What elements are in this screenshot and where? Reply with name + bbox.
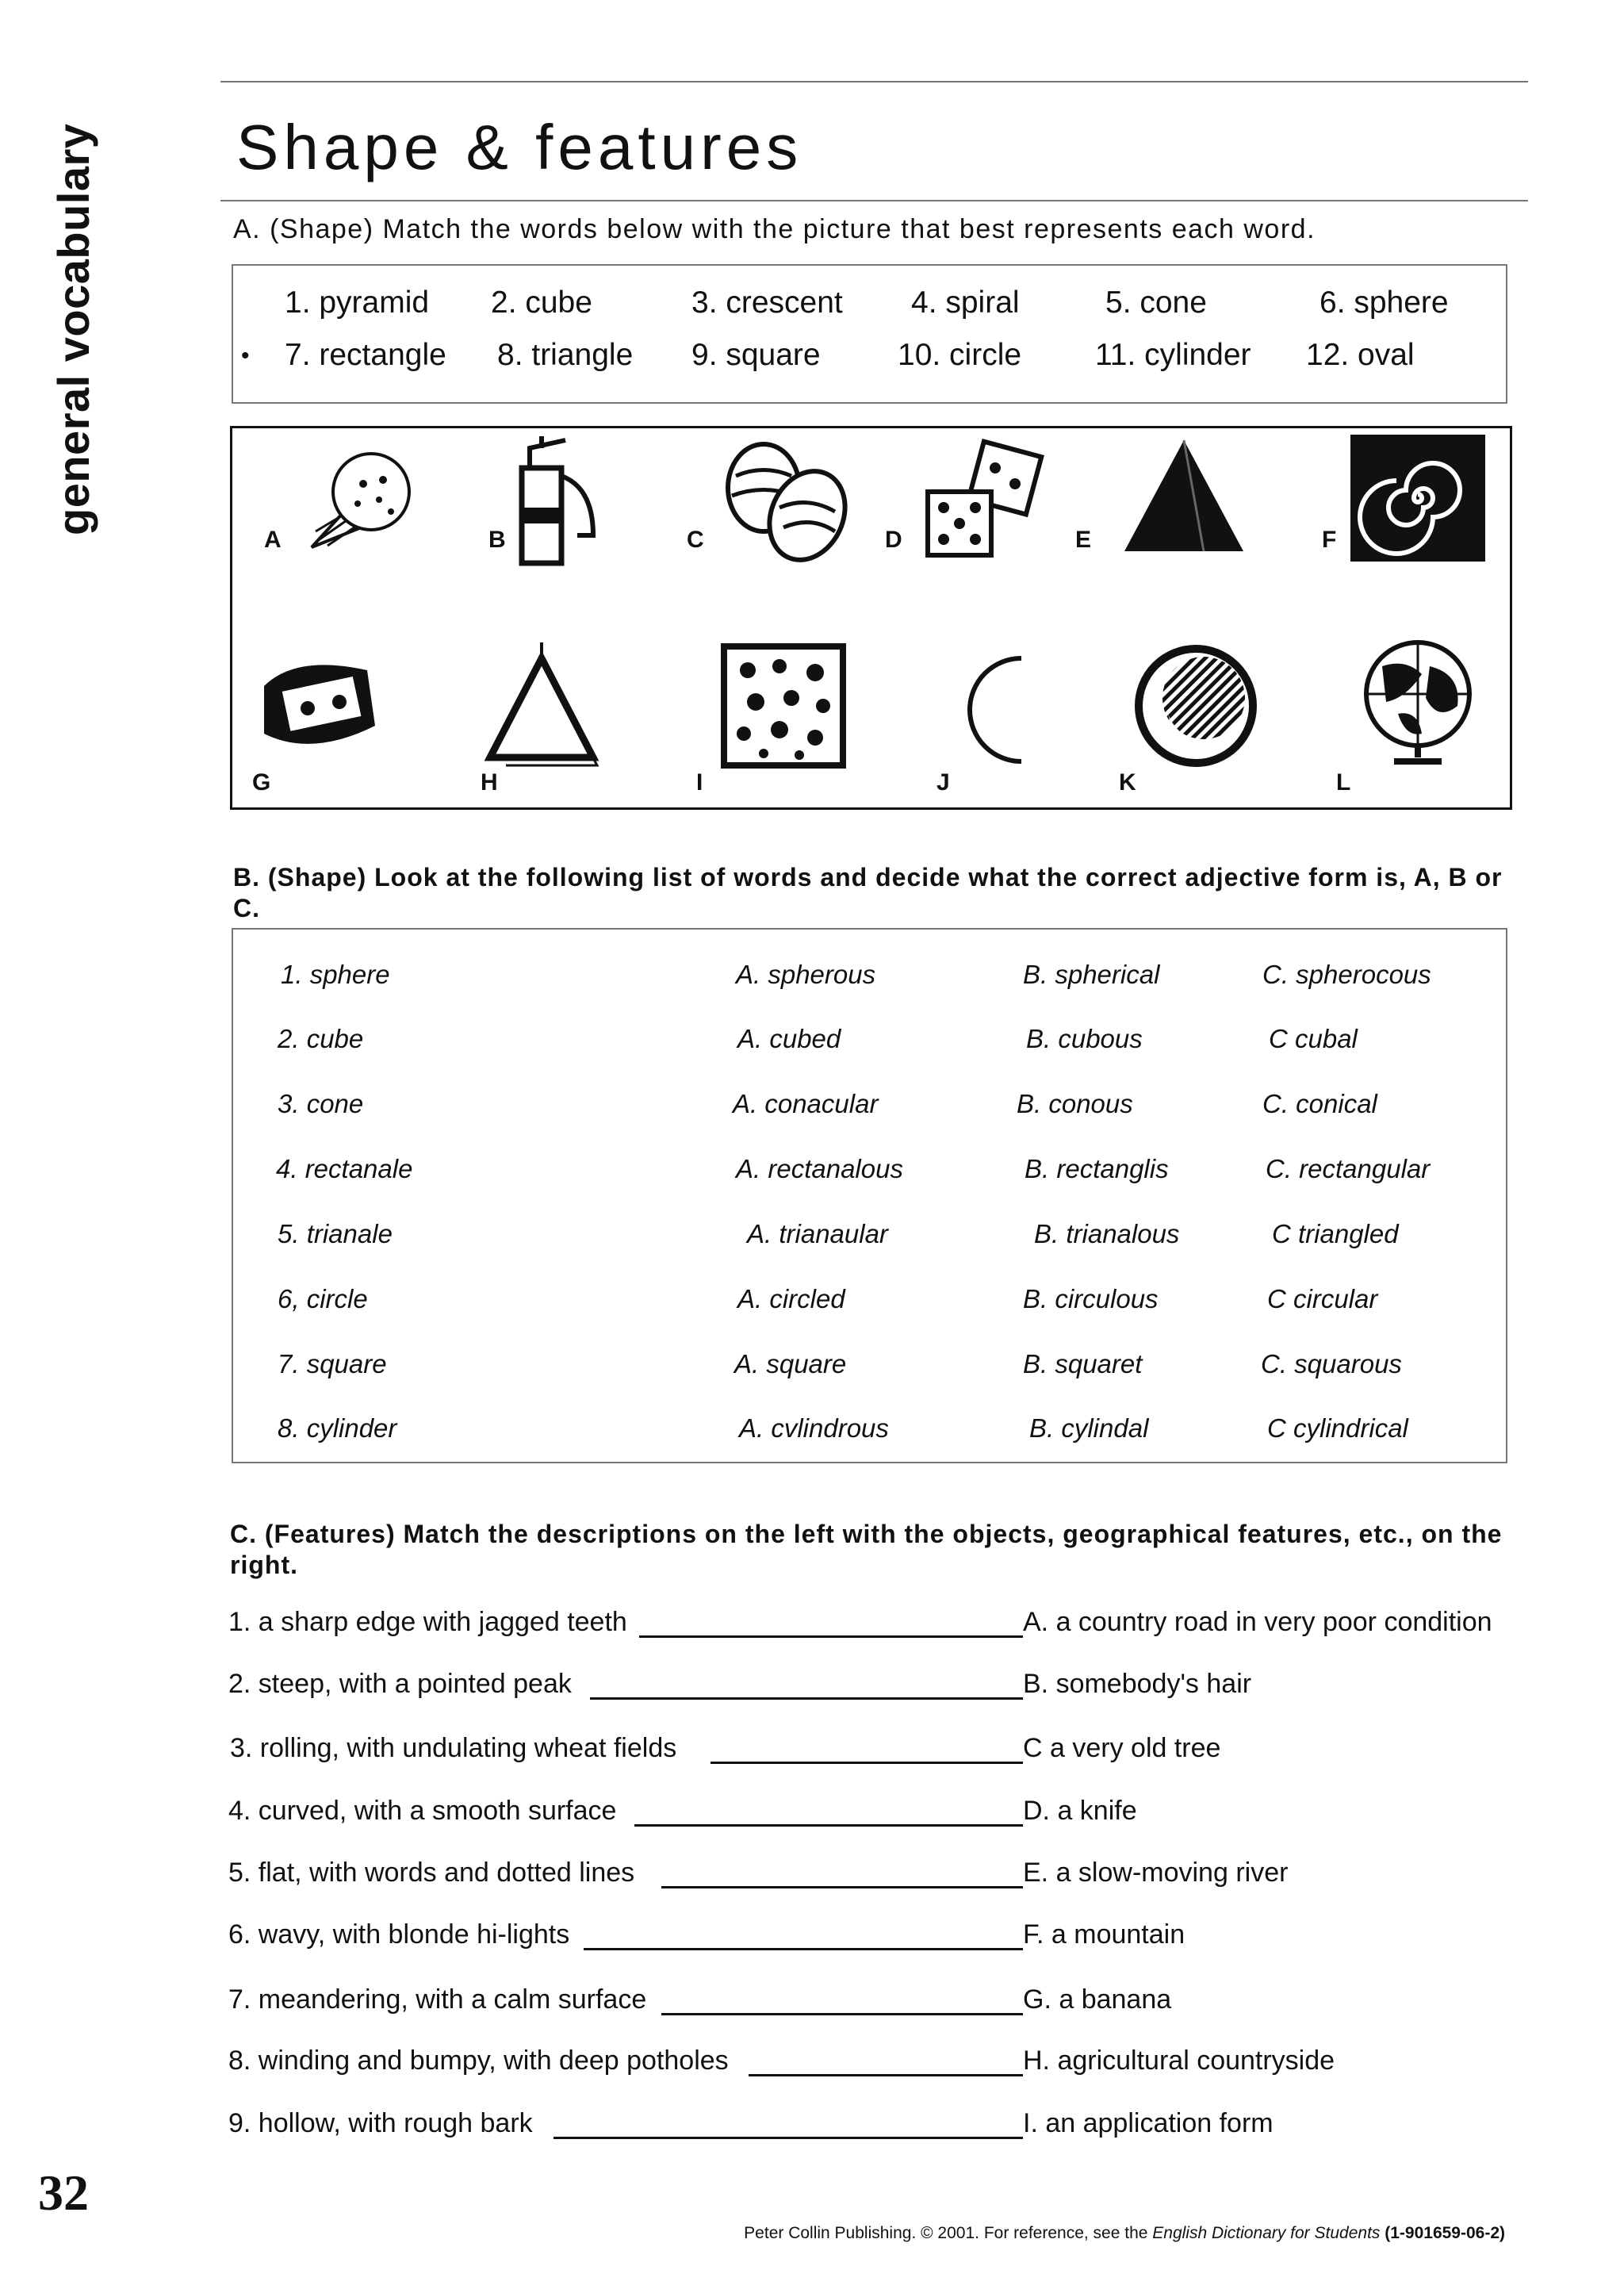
dice-icon [916, 436, 1051, 571]
table-row [233, 1349, 1506, 1381]
table-row [233, 1089, 1506, 1121]
description: 1. a sharp edge with jagged teeth [228, 1607, 627, 1637]
option-a-cell: A. cvlindrous [739, 1413, 889, 1443]
option-a-cell: A. spherous [736, 960, 876, 989]
option-c-cell: C cylindrical [1267, 1413, 1408, 1443]
option-a-cell: A. conacular [733, 1089, 879, 1118]
pyramid-icon [1116, 432, 1251, 567]
match-row [228, 2046, 1513, 2080]
table-row [233, 1284, 1506, 1316]
option-b-cell: B. spherical [1023, 960, 1160, 989]
word-cell: 2. cube [278, 1024, 364, 1053]
picture-label: L [1336, 769, 1351, 796]
answer-line[interactable] [553, 2137, 1023, 2139]
match-row [228, 2108, 1513, 2143]
description: 6. wavy, with blonde hi-lights [228, 1919, 570, 1950]
match-row [228, 1669, 1513, 1704]
square-tile-icon [716, 642, 851, 777]
picture-label: I [696, 769, 703, 796]
description: 3. rolling, with undulating wheat fields [230, 1733, 677, 1763]
picture-label: A [264, 527, 282, 553]
footer-isbn: (1-901659-06-2) [1380, 2224, 1505, 2242]
picture-label: K [1119, 769, 1136, 796]
section-c-instruction: C. (Features) Match the descriptions on the left with the objects, geographical features, etc., on the right. [230, 1520, 1503, 1579]
word-item: 1. pyramid [285, 286, 430, 320]
match-row [228, 1733, 1513, 1768]
match-row [228, 1796, 1513, 1831]
object: E. a slow-moving river [1023, 1858, 1289, 1888]
picture-label: C [687, 527, 704, 553]
globe-icon [1350, 635, 1485, 769]
option-c-cell: C. rectangular [1266, 1154, 1431, 1183]
cassette-icon [248, 638, 383, 773]
word-cell: 8. cylinder [278, 1413, 397, 1443]
footer-prefix: Peter Collin Publishing. © 2001. For reference, see the [744, 2224, 1153, 2242]
spiral-icon [1350, 435, 1485, 569]
object: B. somebody's hair [1023, 1669, 1252, 1699]
ice-cream-cone-icon [296, 436, 431, 571]
circle-icon [1128, 642, 1263, 777]
object: G. a banana [1023, 1984, 1172, 2015]
word-item: 10. circle [898, 338, 1022, 372]
page-number: 32 [38, 2164, 89, 2221]
word-item: 7. rectangle [285, 338, 446, 372]
option-c-cell: C. conical [1262, 1089, 1377, 1118]
word-item: 6. sphere [1320, 286, 1449, 320]
side-tab-label: general vocabulary [48, 123, 98, 535]
adjective-table [232, 928, 1507, 1463]
option-b-cell: B. circulous [1023, 1284, 1159, 1313]
word-cell: 1. sphere [281, 960, 390, 989]
option-a-cell: A. circled [737, 1284, 845, 1313]
answer-line[interactable] [661, 2013, 1023, 2015]
option-b-cell: B. cylindal [1029, 1413, 1149, 1443]
word-cell: 7. square [278, 1349, 387, 1378]
description: 5. flat, with words and dotted lines [228, 1858, 635, 1888]
option-a-cell: A. trianaular [747, 1219, 888, 1248]
description: 9. hollow, with rough bark [228, 2108, 533, 2138]
eggs-icon [716, 436, 851, 571]
crescent-moon-icon [930, 642, 1065, 777]
title-rule [220, 200, 1528, 201]
option-b-cell: B. trianalous [1034, 1219, 1180, 1248]
option-c-cell: C. squarous [1261, 1349, 1402, 1378]
match-row [228, 1919, 1513, 1954]
description: 7. meandering, with a calm surface [228, 1984, 647, 2015]
section-b-instruction: B. (Shape) Look at the following list of words and decide what the correct adjective form is, A, B or C. [233, 863, 1503, 922]
word-item: 4. spiral [911, 286, 1020, 320]
answer-line[interactable] [639, 1635, 1023, 1638]
object: A. a country road in very poor condition [1023, 1607, 1492, 1637]
word-cell: 4. rectanale [276, 1154, 413, 1183]
picture-label: G [252, 769, 271, 796]
match-row [228, 1984, 1513, 2019]
object: F. a mountain [1023, 1919, 1185, 1950]
word-item: 11. cylinder [1095, 338, 1251, 372]
object: D. a knife [1023, 1796, 1137, 1826]
page-title: Shape & features [236, 112, 803, 182]
word-list-box [232, 264, 1507, 404]
table-row [233, 1413, 1506, 1445]
answer-line[interactable] [749, 2074, 1023, 2076]
option-c-cell: C cubal [1269, 1024, 1358, 1053]
word-cell: 3. cone [278, 1089, 364, 1118]
word-item: 2. cube [491, 286, 592, 320]
option-b-cell: B. rectanglis [1025, 1154, 1169, 1183]
match-row [228, 1607, 1513, 1642]
option-c-cell: C triangled [1272, 1219, 1399, 1248]
answer-line[interactable] [634, 1824, 1023, 1827]
answer-line[interactable] [590, 1697, 1023, 1700]
footer-book-title: English Dictionary for Students [1152, 2224, 1381, 2242]
footer-credit [744, 2224, 1505, 2243]
picture-grid [230, 426, 1512, 810]
table-row [233, 960, 1506, 991]
description: 8. winding and bumpy, with deep potholes [228, 2046, 729, 2076]
object: H. agricultural countryside [1023, 2046, 1335, 2076]
bullet: • [241, 343, 250, 369]
option-a-cell: A. square [734, 1349, 847, 1378]
option-b-cell: B. conous [1017, 1089, 1133, 1118]
option-a-cell: A. cubed [737, 1024, 841, 1053]
option-a-cell: A. rectanalous [736, 1154, 903, 1183]
option-c-cell: C. spherocous [1262, 960, 1431, 989]
picture-label: F [1322, 527, 1337, 553]
table-row [233, 1024, 1506, 1056]
picture-label: J [936, 769, 950, 796]
picture-label: D [885, 527, 902, 553]
match-row [228, 1858, 1513, 1892]
picture-label: E [1075, 527, 1092, 553]
answer-line[interactable] [710, 1762, 1023, 1764]
word-item: 8. triangle [497, 338, 634, 372]
section-a-instruction: A. (Shape) Match the words below with the picture that best represents each word. [233, 214, 1316, 244]
triangle-instrument-icon [474, 638, 609, 773]
word-item: 3. crescent [691, 286, 843, 320]
table-row [233, 1154, 1506, 1186]
object: C a very old tree [1023, 1733, 1221, 1763]
picture-label: H [481, 769, 498, 796]
answer-line[interactable] [661, 1886, 1023, 1888]
word-item: 9. square [691, 338, 821, 372]
picture-label: B [488, 527, 506, 553]
description: 4. curved, with a smooth surface [228, 1796, 617, 1826]
word-cell: 5. trianale [278, 1219, 393, 1248]
description: 2. steep, with a pointed peak [228, 1669, 572, 1699]
object: I. an application form [1023, 2108, 1274, 2138]
option-b-cell: B. cubous [1026, 1024, 1143, 1053]
answer-line[interactable] [584, 1948, 1023, 1950]
option-c-cell: C circular [1267, 1284, 1378, 1313]
fire-extinguisher-icon [498, 432, 633, 567]
word-item: 5. cone [1105, 286, 1207, 320]
word-item: 12. oval [1306, 338, 1415, 372]
option-b-cell: B. squaret [1023, 1349, 1143, 1378]
table-row [233, 1219, 1506, 1251]
top-rule [220, 81, 1528, 82]
word-cell: 6, circle [278, 1284, 368, 1313]
